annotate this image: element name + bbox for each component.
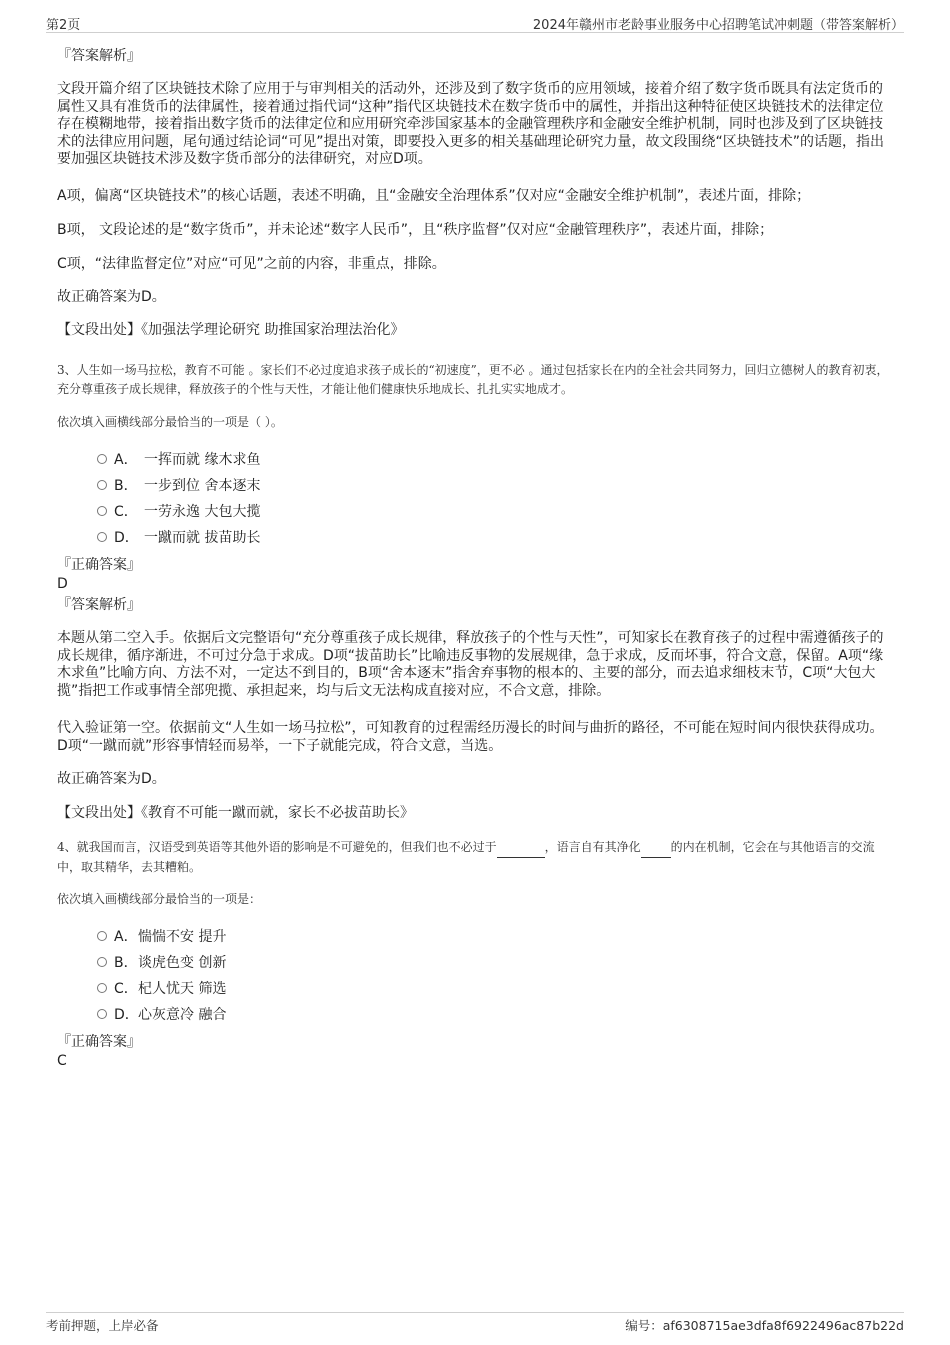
radio-icon[interactable] [97, 957, 107, 967]
q3-source: 【文段出处】《教育不可能一蹴而就，家长不必拔苗助长》 [57, 805, 414, 821]
radio-icon[interactable] [97, 1009, 107, 1019]
q4-option-a[interactable]: A．惴惴不安 提升 [97, 928, 226, 946]
fill-blank [641, 838, 671, 858]
page-footer [46, 1312, 904, 1338]
q4-stem: 4、就我国而言，汉语受到英语等其他外语的影响是不可避免的，但我们也不必过于 ，语言自有其净化 的内在机制，它会在与其他语言的交流中，取其精华，去其糟粕。 [57, 840, 875, 874]
q2-source: 【文段出处】《加强法学理论研究 助推国家治理法治化》 [57, 322, 405, 338]
q3-option-b[interactable]: B． 一步到位 舍本逐末 [97, 477, 260, 495]
radio-icon[interactable] [97, 931, 107, 941]
q2-option-c-analysis: C项，“法律监督定位”对应“可见”之前的内容，非重点，排除。 [57, 256, 446, 272]
q3-option-d[interactable]: D． 一蹴而就 拔苗助长 [97, 529, 260, 547]
radio-icon[interactable] [97, 532, 107, 542]
radio-icon[interactable] [97, 983, 107, 993]
q4-answer: C [57, 1053, 67, 1069]
q4-answer-label: 『正确答案』 [57, 1034, 141, 1050]
q3-analysis-label: 『答案解析』 [57, 597, 141, 613]
footer-slogan: 考前押题，上岸必备 [46, 1318, 159, 1333]
q3-analysis-paragraph-1: 本题从第二空入手。依据后文完整语句“充分尊重孩子成长规律，释放孩子的个性与天性”，可知家长在教育孩子的过程中需遵循孩子的成长规律，循序渐进，不可过分急于求成。D项“拔苗助长”比喻违反事物的发展规律，急于求成，反而坏事，符合文意，保留。A项“缘木求鱼”比喻方向、方法不对，一定达不到目的，B项“舍本逐末”指舍弃事物的根本的、主要的部分，而去追求细枝末节，C项“大包大揽”指把工作或事情全部兜揽、承担起来，均与后文无法构成直接对应，不合文意，排除。 [57, 630, 884, 699]
document-id: 编号：af6308715ae3dfa8f6922496ac87b22d [625, 1318, 904, 1333]
q4-option-c[interactable]: C．杞人忧天 筛选 [97, 980, 226, 998]
radio-icon[interactable] [97, 480, 107, 490]
page-header [46, 14, 904, 33]
q2-analysis-label: 『答案解析』 [57, 48, 141, 64]
q4-option-b[interactable]: B．谈虎色变 创新 [97, 954, 226, 972]
q3-analysis-paragraph-2: 代入验证第一空。依据前文“人生如一场马拉松”，可知教育的过程需经历漫长的时间与曲折的路径，不可能在短时间内很快获得成功。D项“一蹴而就”形容事情轻而易举，一下子就能完成，符合文意，当选。 [57, 720, 884, 754]
q4-prompt: 依次填入画横线部分最恰当的一项是： [57, 892, 262, 906]
fill-blank [497, 838, 545, 858]
page-number: 第2页 [46, 18, 81, 33]
q3-answer: D [57, 576, 68, 592]
q2-conclusion: 故正确答案为D。 [57, 289, 166, 305]
q3-option-c[interactable]: C． 一劳永逸 大包大揽 [97, 503, 260, 521]
q3-option-a[interactable]: A． 一挥而就 缘木求鱼 [97, 451, 260, 469]
q2-analysis-paragraph: 文段开篇介绍了区块链技术除了应用于与审判相关的活动外，还涉及到了数字货币的应用领域，接着介绍了数字货币既具有法定货币的属性又具有准货币的法律属性，接着通过指代词“这种”指代区块链技术在数字货币中的属性，并指出这种特征使区块链技术的法律定位存在模糊地带，接着指出数字货币的法律定位和应用研究牵涉国家基本的金融管理秩序和金融安全维护机制，同时也涉及到了区块链技术的法律应用问题，尾句通过结论词“可见”提出对策，即要投入更多的相关基础理论研究力量，故文段围绕“区块链技术”的话题，指出要加强区块链技术涉及数字货币部分的法律研究，对应D项。 [57, 81, 885, 167]
q3-stem: 3、人生如一场马拉松，教育不可能 。家长们不必过度追求孩子成长的“初速度”，更不必 。通过包括家长在内的全社会共同努力，回归立德树人的教育初衷，充分尊重孩子成长规律，释放孩子的个性与天性，才能让他们健康快乐地成长、扎扎实实地成才。 [57, 363, 889, 396]
q2-option-a-analysis: A项，偏离“区块链技术”的核心话题，表述不明确，且“金融安全治理体系”仅对应“金融安全维护机制”，表述片面，排除； [57, 188, 811, 204]
q3-prompt: 依次填入画横线部分最恰当的一项是（ ）。 [57, 415, 283, 429]
radio-icon[interactable] [97, 454, 107, 464]
q3-conclusion: 故正确答案为D。 [57, 771, 166, 787]
q4-option-d[interactable]: D．心灰意冷 融合 [97, 1006, 226, 1024]
q2-option-b-analysis: B项， 文段论述的是“数字货币”，并未论述“数字人民币”，且“秩序监督”仅对应“金融管理秩序”，表述片面，排除； [57, 222, 774, 238]
radio-icon[interactable] [97, 506, 107, 516]
q3-answer-label: 『正确答案』 [57, 557, 141, 573]
document-title: 2024年赣州市老龄事业服务中心招聘笔试冲刺题（带答案解析） [532, 18, 904, 33]
